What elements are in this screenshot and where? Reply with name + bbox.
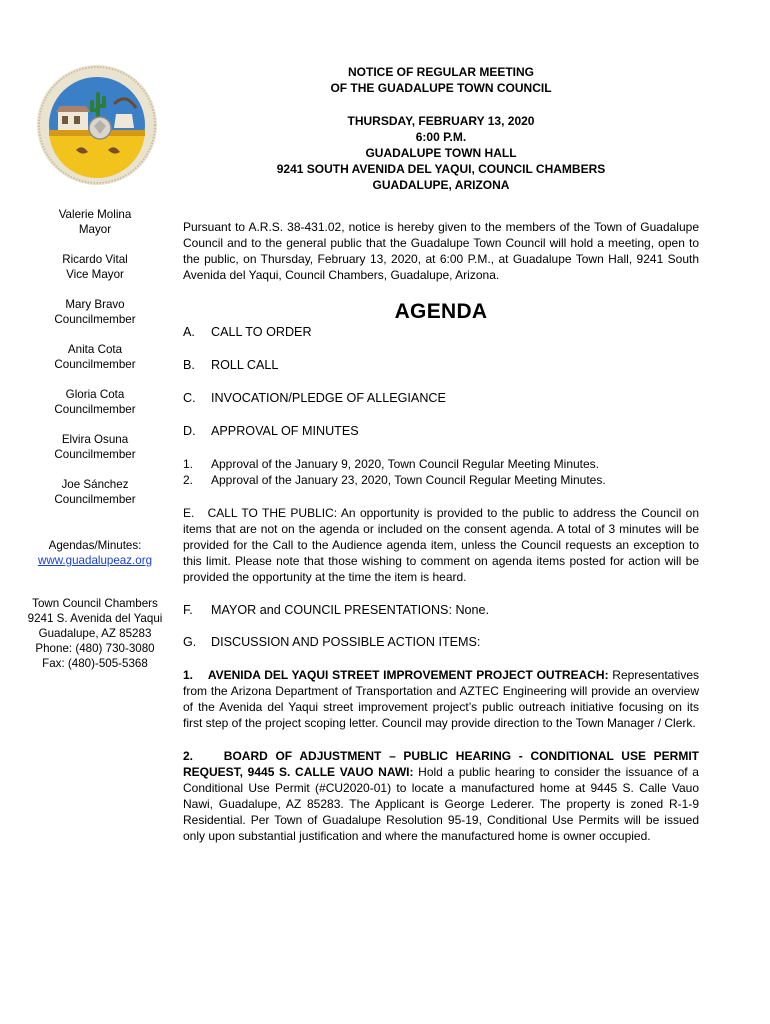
member-title: Councilmember: [54, 358, 136, 371]
item-letter: C.: [183, 391, 196, 405]
notice-title-line1: NOTICE OF REGULAR MEETING: [348, 65, 534, 79]
member-title: Councilmember: [54, 448, 136, 461]
website-link[interactable]: www.guadalupeaz.org: [37, 554, 153, 567]
member-title: Vice Mayor: [66, 268, 124, 281]
item-letter: G.: [183, 635, 197, 649]
agenda-item-b: [183, 357, 278, 373]
member-title: Councilmember: [54, 493, 136, 506]
member-name: Ricardo Vital: [62, 253, 128, 266]
contact-line: Guadalupe, AZ 85283: [38, 627, 152, 640]
item-text: Approval of the January 23, 2020, Town Council Regular Meeting Minutes.: [211, 473, 606, 487]
item-text: ROLL CALL: [211, 358, 279, 372]
item-text: APPROVAL OF MINUTES: [211, 424, 359, 438]
member-title: Councilmember: [54, 403, 136, 416]
member-name: Gloria Cota: [65, 388, 125, 401]
agenda-item-g: [183, 634, 480, 650]
action-item-2: [183, 748, 699, 844]
member-councilmember: [20, 432, 170, 462]
item-text: CALL TO ORDER: [211, 325, 312, 339]
item-letter: B.: [183, 358, 195, 372]
contact-line: Town Council Chambers: [32, 597, 158, 610]
action-item-heading: 1. AVENIDA DEL YAQUI STREET IMPROVEMENT PROJECT OUTREACH:: [183, 668, 609, 682]
intro-paragraph: Pursuant to A.R.S. 38-431.02, notice is hereby given to the members of the Town of Guadalupe Council and to the general public that the Guadalupe Town Council will hold a meeting, open to the public, on Thursday, February 13, 2020, at 6:00 P.M., at Guadalupe Town Hall, 9241 South Avenida del Yaqui, Council Chambers, Guadalupe, Arizona.: [183, 220, 699, 282]
meeting-address: 9241 SOUTH AVENIDA DEL YAQUI, COUNCIL CHAMBERS: [276, 162, 606, 176]
member-name: Valerie Molina: [58, 208, 132, 221]
minutes-item-2: [183, 472, 606, 488]
action-item-body: Hold a public hearing to consider the issuance of a Conditional Use Permit (#CU2020-01) to locate a manufactured home at 9445 S. Calle Vauo Nawi, Guadalupe, AZ 85283. The Applicant is George Lederer. The property is zoned R-1-9 Residential. Per Town of Guadalupe Resolution 95-19, Conditional Use Permits will be issued only upon substantial justification and where the manufactured home is owner occupied.: [183, 765, 699, 843]
contact-line: 9241 S. Avenida del Yaqui: [27, 612, 163, 625]
item-text: Approval of the January 9, 2020, Town Council Regular Meeting Minutes.: [211, 457, 600, 471]
item-text: MAYOR and COUNCIL PRESENTATIONS: None.: [211, 603, 490, 617]
member-councilmember: [20, 477, 170, 507]
meeting-venue: GUADALUPE TOWN HALL: [365, 146, 517, 160]
agendas-label: Agendas/Minutes:: [48, 539, 142, 552]
minutes-item-1: [183, 456, 599, 472]
contact-fax: Fax: (480)-505-5368: [42, 657, 148, 670]
contact-phone: Phone: (480) 730-3080: [35, 642, 155, 655]
item-letter: D.: [183, 424, 196, 438]
item-text: INVOCATION/PLEDGE OF ALLEGIANCE: [211, 391, 446, 405]
meeting-city: GUADALUPE, ARIZONA: [372, 178, 510, 192]
agenda-title: AGENDA: [394, 300, 488, 323]
agenda-item-e: E. CALL TO THE PUBLIC: An opportunity is provided to the public to address the Council on items that are not on the agenda or included on the consent agenda. A total of 3 minutes will be provided for the Call to the Audience agenda item, unless the Council requests an exception to this limit. Please note that those wishing to comment on agenda items posted for action will be provided the opportunity at the time the item is heard.: [183, 506, 699, 584]
member-vice-mayor: [20, 252, 170, 282]
town-seal-logo: [36, 64, 158, 186]
member-councilmember: [20, 387, 170, 417]
member-title: Councilmember: [54, 313, 136, 326]
member-councilmember: [20, 297, 170, 327]
agenda-item-a: [183, 324, 312, 340]
action-item-body: Representatives from the Arizona Department of Transportation and AZTEC Engineering will provide an overview of the Avenida del Yaqui street improvement project’s public outreach initiative focusing on its first step of the project scoping letter. Council may provide direction to the Town Manager / Clerk.: [183, 668, 699, 730]
member-councilmember: [20, 342, 170, 372]
council-sidebar: [20, 207, 170, 671]
member-name: Anita Cota: [67, 343, 123, 356]
action-item-heading: 2. BOARD OF ADJUSTMENT – PUBLIC HEARING - CONDITIONAL USE PERMIT REQUEST, 9445 S. CALLE VAUO NAWI:: [183, 749, 699, 779]
agenda-item-c: [183, 390, 446, 406]
meeting-time: 6:00 P.M.: [415, 130, 467, 144]
member-name: Elvira Osuna: [61, 433, 129, 446]
member-name: Mary Bravo: [65, 298, 125, 311]
member-title: Mayor: [78, 223, 112, 236]
item-letter: F.: [183, 603, 193, 617]
item-letter: A.: [183, 325, 195, 339]
action-item-1: [183, 667, 699, 731]
item-text: DISCUSSION AND POSSIBLE ACTION ITEMS:: [211, 635, 481, 649]
member-name: Joe Sánchez: [61, 478, 129, 491]
agenda-item-d: [183, 423, 359, 439]
agenda-item-f: [183, 602, 489, 618]
notice-title-line2: OF THE GUADALUPE TOWN COUNCIL: [330, 81, 552, 95]
meeting-date: THURSDAY, FEBRUARY 13, 2020: [347, 114, 535, 128]
item-number: 1.: [183, 457, 194, 471]
item-number: 2.: [183, 473, 194, 487]
member-mayor: [20, 207, 170, 237]
meeting-header: [183, 64, 699, 193]
